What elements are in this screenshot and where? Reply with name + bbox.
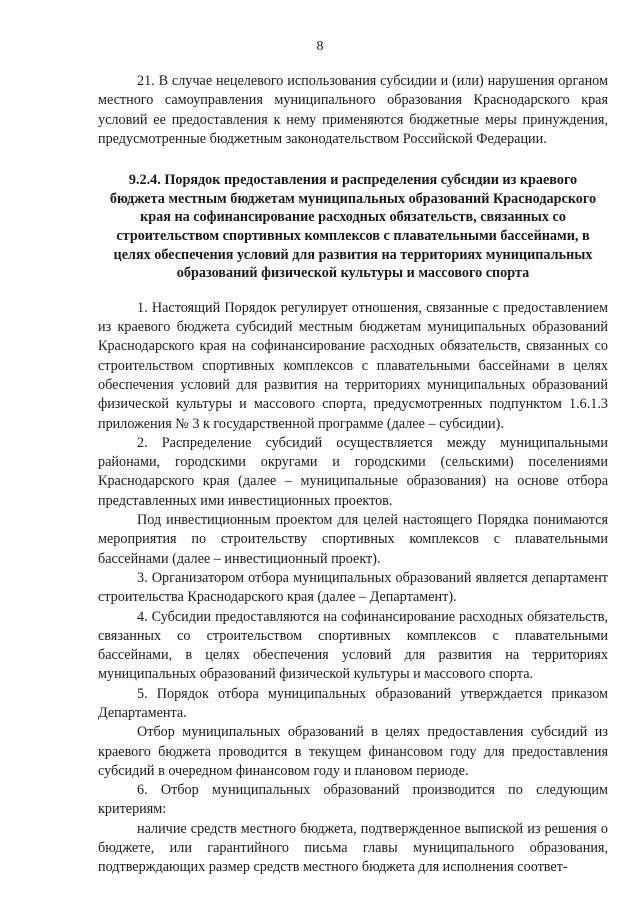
paragraph-1: 1. Настоящий Порядок регулирует отношения, связанные с предоставлением из краевого бюджета субсидий местным бюджетам муниципальных образований Краснодарского края на софинансирование расходных обязательств, связанных со строительством спортивных комплексов с плавательными бассейнами в целях обеспечения условий для развития на территориях муниципальных образований физической культуры и массового спорта, предусмотренных подпунктом 1.6.1.3 приложения № 3 к государственной программе (далее – субсидии). (98, 299, 608, 432)
paragraph-2: 2. Распределение субсидий осуществляется между муниципальными районами, городскими округами и городскими (сельскими) поселениями Краснодарского края (далее – муниципальные образования) на основе отбора представленных ими инвестиционных проектов. (98, 434, 608, 509)
paragraph-3: 3. Организатором отбора муниципальных образований является департамент строительства Краснодарского края (далее – Департамент). (98, 569, 608, 606)
paragraph-5: 5. Порядок отбора муниципальных образований утверждается приказом Департамента. (98, 685, 608, 721)
document-body (98, 72, 608, 878)
page-number: 8 (316, 39, 324, 54)
paragraph-selection-timing: Отбор муниципальных образований в целях предоставления субсидий из краевого бюджета проводится в текущем финансовом году для предоставления субсидий в очередном финансовом году и плановом периоде. (98, 724, 608, 779)
section-heading: 9.2.4. Порядок предоставления и распределения субсидии из краевого бюджета местным бюджетам муниципальных образований Краснодарского края на софинансирование расходных обязательств, связанных со строительством спортивных комплексов с плавательными бассейнами, в целях обеспечения условий для развития на территориях муниципальных образований физической культуры и массового спорта (109, 172, 597, 282)
paragraph-6: 6. Отбор муниципальных образований производится по следующим критериям: (98, 782, 608, 818)
paragraph-criterion-local-budget: наличие средств местного бюджета, подтвержденное выпиской из решения о бюджете, или гарантийного письма главы муниципального образования, подтверждающих размер средств местного бюджета для исполнения соответ- (98, 820, 608, 876)
paragraph-investment-definition: Под инвестиционным проектом для целей настоящего Порядка понимаются мероприятия по строительству спортивных комплексов с плавательными бассейнами (далее – инвестиционный проект). (98, 512, 608, 567)
paragraph-4: 4. Субсидии предоставляются на софинансирование расходных обязательств, связанных со строительством спортивных комплексов с плавательными бассейнами, в целях обеспечения условий для развития на территориях муниципальных образований физической культуры и массового спорта. (98, 608, 608, 683)
clause-21: 21. В случае нецелевого использования субсидии и (или) нарушения органом местного самоуправления муниципального образования Краснодарского края условий ее предоставления к нему применяются бюджетные меры принуждения, предусмотренные бюджетным законодательством Российской Федерации. (98, 73, 608, 147)
